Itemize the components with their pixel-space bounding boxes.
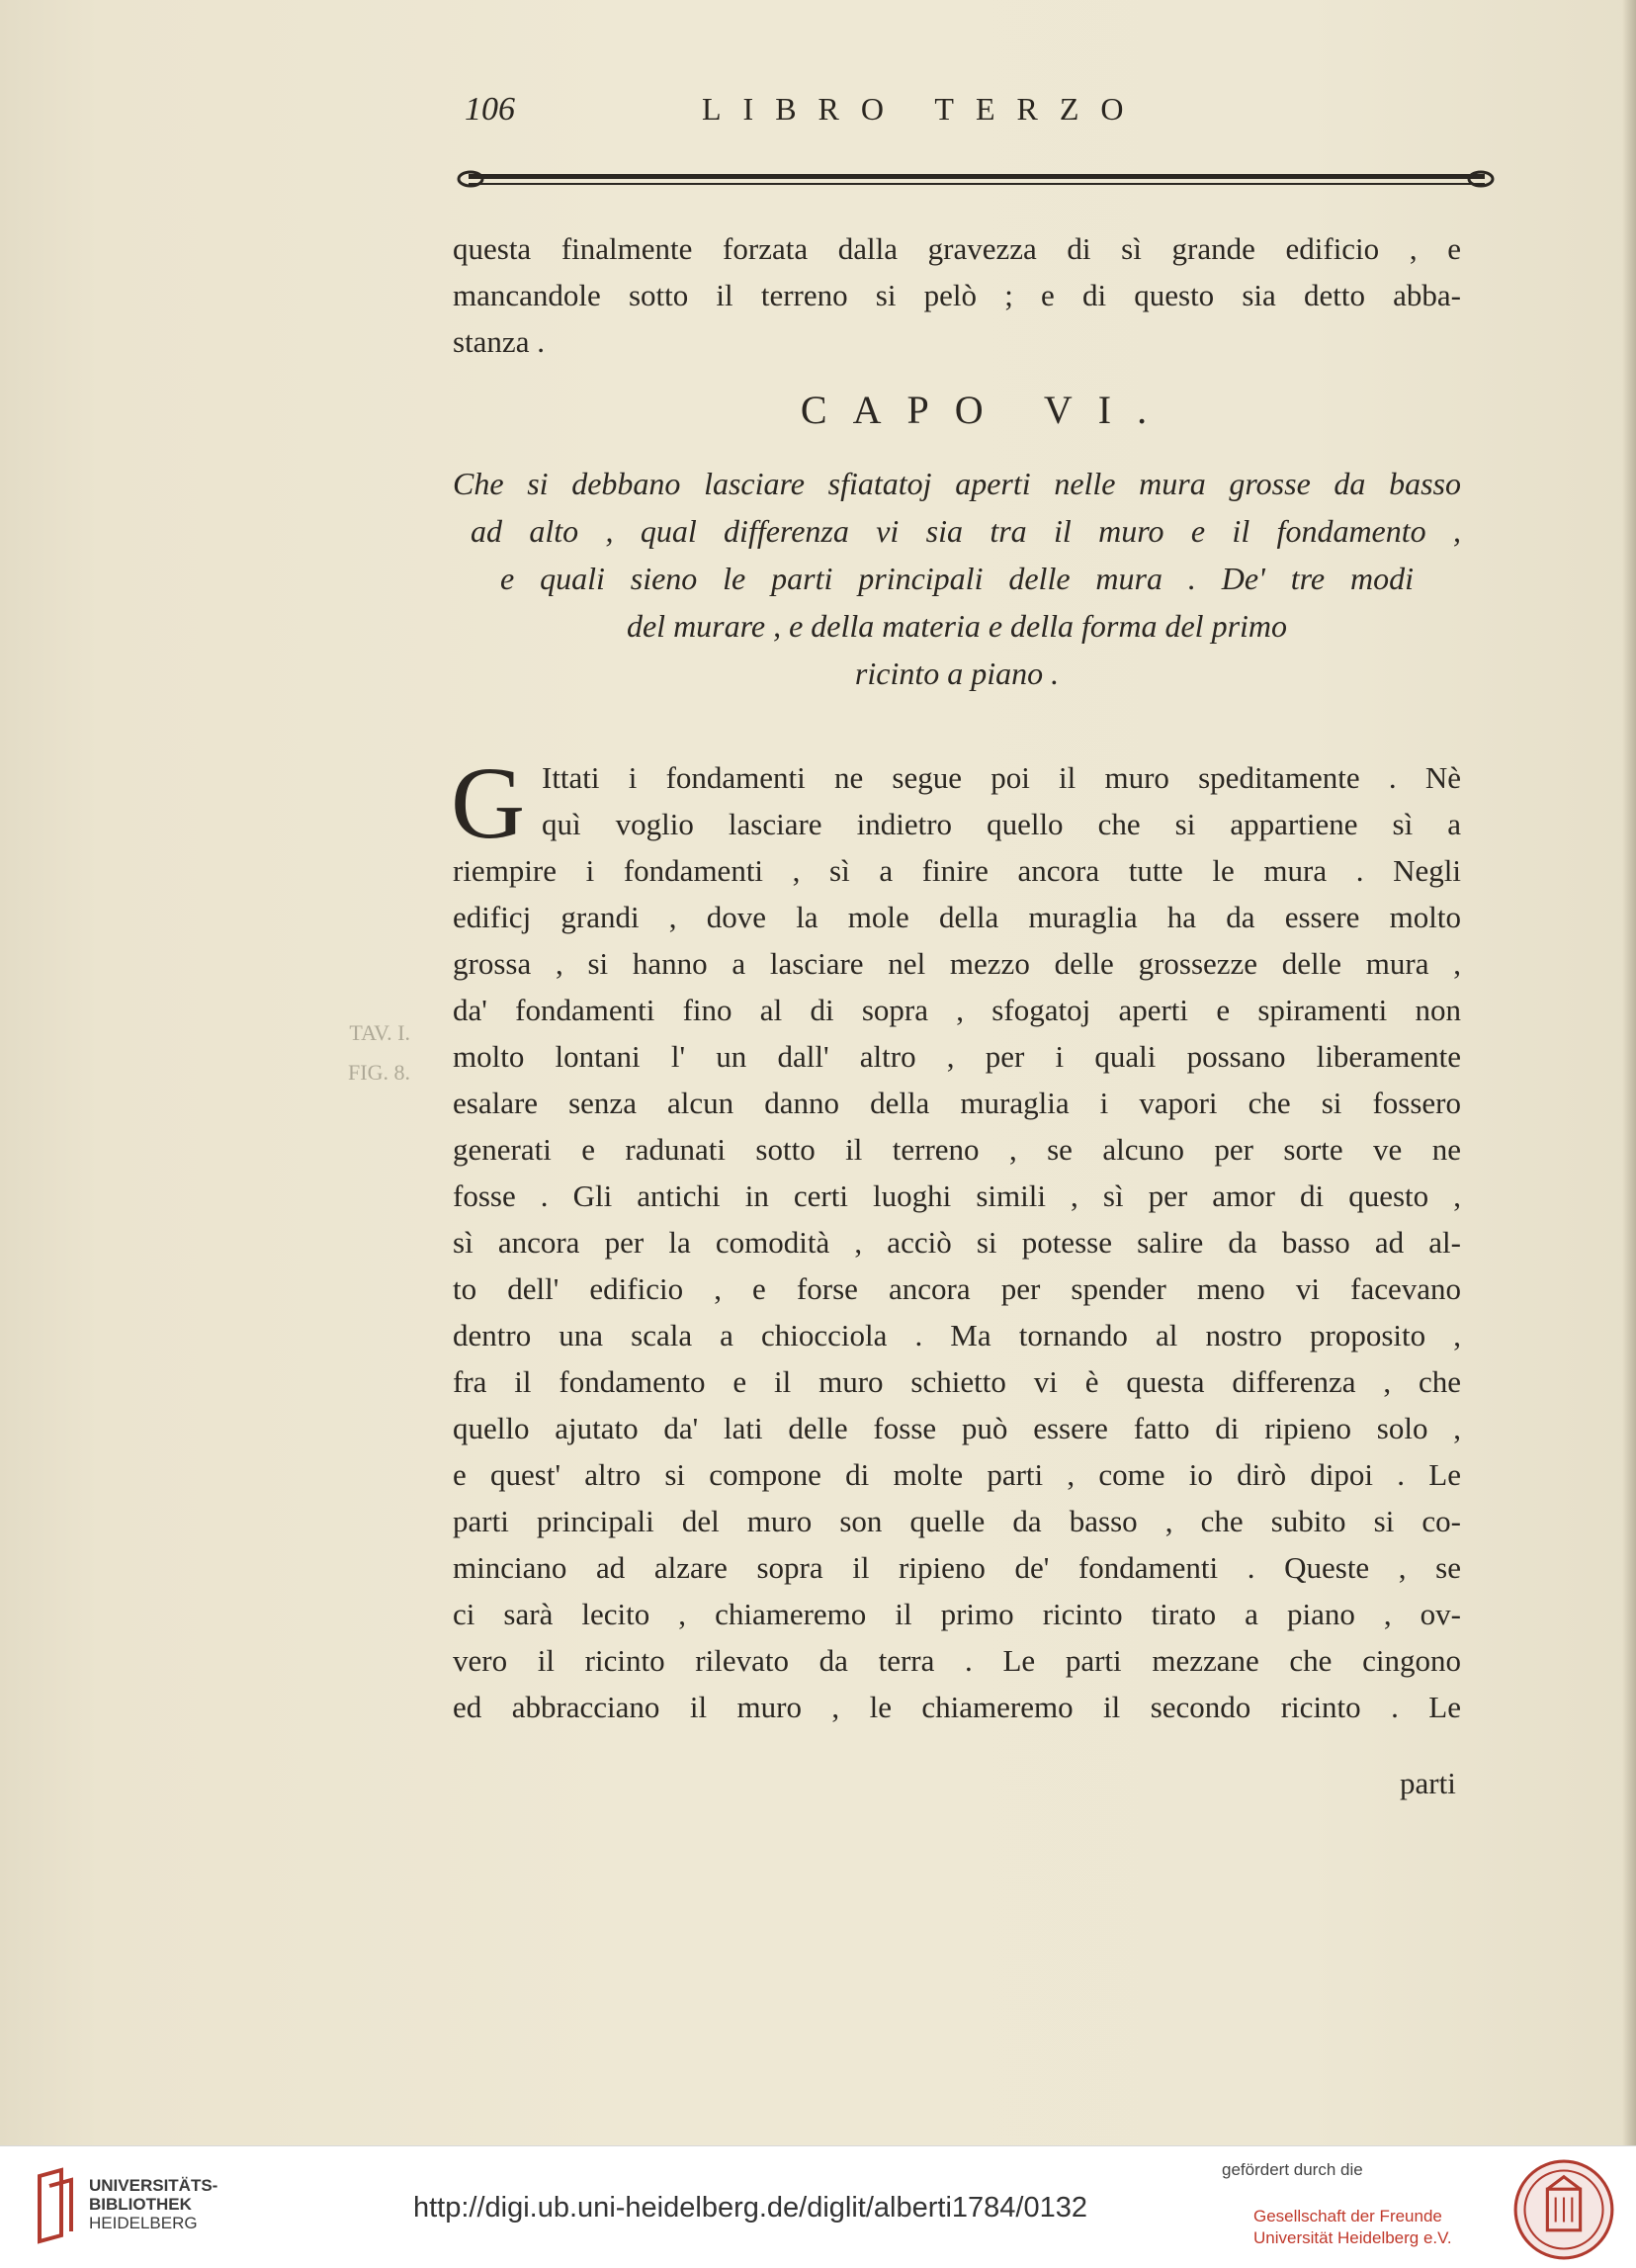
body-paragraph — [451, 746, 1461, 1730]
text-line: stanza . — [453, 324, 545, 359]
subtitle-line: ricinto a piano . — [854, 655, 1060, 691]
catchword: parti — [1400, 1766, 1456, 1800]
text-line: minciano ad alzare sopra il ripieno de' fondamenti . Queste , se — [453, 1550, 1461, 1585]
university-seal-icon — [1512, 2158, 1615, 2261]
sponsor-name-line: Gesellschaft der Freunde — [1253, 2207, 1442, 2225]
text-line: ci sarà lecito , chiameremo il primo ricinto tirato a piano , ov- — [453, 1597, 1461, 1631]
page-number: 106 — [465, 91, 515, 128]
text-block — [451, 225, 1461, 1800]
text-line: ed abbracciano il muro , le chiameremo il secondo ricinto . Le — [453, 1690, 1461, 1724]
margin-note — [321, 1013, 410, 1092]
text-line: esalare senza alcun danno della muraglia i vapori che si fossero — [453, 1086, 1461, 1120]
continuation-text — [453, 225, 1461, 365]
text-line: da' fondamenti fino al di sopra , sfogatoj aperti e spiramenti non — [453, 993, 1461, 1027]
library-name-line: BIBLIOTHEK — [89, 2195, 192, 2214]
text-line: Ittati i fondamenti ne segue poi il muro speditamente . Nè — [542, 760, 1461, 795]
text-line: molto lontani l' un dall' altro , per i quali possano liberamente — [453, 1039, 1461, 1074]
text-line: to dell' edificio , e forse ancora per spender meno vi facevano — [453, 1271, 1461, 1306]
text-line: grossa , si hanno a lasciare nel mezzo delle grossezze delle mura , — [453, 946, 1461, 981]
chapter-subtitle — [453, 460, 1461, 697]
text-line: parti principali del muro son quelle da basso , che subito si co- — [453, 1504, 1461, 1538]
text-line: riempire i fondamenti , sì a finire ancora tutte le mura . Negli — [453, 853, 1461, 888]
subtitle-line: Che si debbano lasciare sfiatatoj aperti nelle mura grosse da basso — [453, 466, 1461, 501]
subtitle-line: ad alto , qual differenza vi sia tra il muro e il fondamento , — [471, 513, 1461, 549]
text-line: fosse . Gli antichi in certi luoghi simili , sì per amor di questo , — [453, 1178, 1461, 1213]
page-edge-shadow — [1622, 0, 1636, 2145]
text-line: questa finalmente forzata dalla gravezza di sì grande edificio , e — [453, 231, 1461, 266]
text-line: quello ajutato da' lati delle fosse può essere fatto di ripieno solo , — [453, 1411, 1461, 1445]
subtitle-line: e quali sieno le parti principali delle mura . De' tre modi — [500, 561, 1414, 596]
text-line: fra il fondamento e il muro schietto vi è questa differenza , che — [453, 1364, 1461, 1399]
sponsor-name-line: Universität Heidelberg e.V. — [1253, 2228, 1452, 2247]
library-name — [89, 2176, 217, 2232]
text-line: quì voglio lasciare indietro quello che si appartiene sì a — [542, 807, 1461, 841]
book-title: LIBRO TERZO — [702, 91, 1146, 127]
chapter-heading: CAPO VI. — [800, 388, 1173, 432]
sponsor-name[interactable] — [1253, 2206, 1452, 2249]
drop-cap: G — [451, 746, 526, 860]
margin-note-plate: TAV. I. — [349, 1020, 410, 1045]
text-line: edificj grandi , dove la mole della muraglia ha da essere molto — [453, 900, 1461, 934]
text-line: generati e radunati sotto il terreno , se alcuno per sorte ve ne — [453, 1132, 1461, 1167]
decorative-rule — [457, 168, 1495, 196]
text-line: mancandole sotto il terreno si pelò ; e di questo sia detto abba- — [453, 278, 1461, 312]
running-head — [465, 91, 1246, 140]
library-name-line: HEIDELBERG — [89, 2214, 198, 2232]
subtitle-line: del murare , e della materia e della forma del primo — [626, 608, 1288, 644]
sponsor-label: gefördert durch die — [1222, 2160, 1363, 2179]
text-line: sì ancora per la comodità , acciò si potesse salire da basso ad al- — [453, 1225, 1461, 1260]
margin-note-figure: FIG. 8. — [348, 1060, 410, 1085]
permalink-url[interactable]: http://digi.ub.uni-heidelberg.de/diglit/alberti1784/0132 — [413, 2192, 1087, 2224]
library-name-line: UNIVERSITÄTS- — [89, 2176, 218, 2195]
footer-bar — [0, 2145, 1636, 2268]
text-line: e quest' altro si compone di molte parti , come io dirò dipoi . Le — [453, 1457, 1461, 1492]
text-line: vero il ricinto rilevato da terra . Le parti mezzane che cingono — [453, 1643, 1461, 1678]
text-line: dentro una scala a chiocciola . Ma tornando al nostro proposito , — [453, 1318, 1461, 1352]
